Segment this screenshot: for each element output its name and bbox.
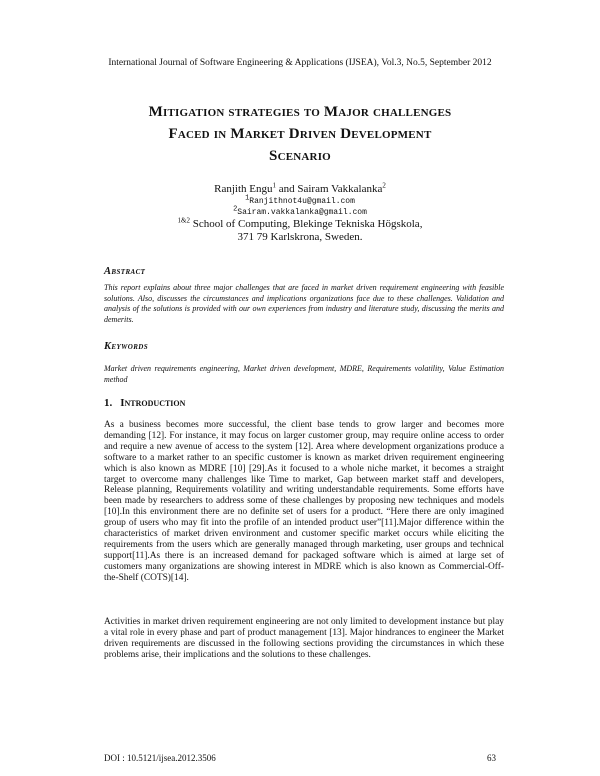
author-2-sup: 2 — [382, 181, 386, 190]
abstract-text: This report explains about three major challenges that are faced in market driven requirement engineering with feasible solutions. Also, discusses the circumstances and implications organizations face due to these challenges. Validation and analysis of the solutions is provided with our own experiences from industry and literature study, discussing the merits and demerits. — [104, 283, 504, 324]
author-2: Sairam Vakkalanka — [297, 183, 383, 195]
author-1-sup: 1 — [272, 181, 276, 190]
author-1: Ranjith Engu — [214, 183, 273, 195]
paper-title — [60, 101, 540, 167]
email-2-sup: 2 — [233, 205, 238, 214]
email-1-sup: 1 — [245, 194, 250, 203]
title-line-1: Mitigation strategies to Major challenges — [148, 104, 452, 120]
email-2[interactable]: Sairam.vakkalanka@gmail.com — [237, 208, 367, 217]
email-1-line — [0, 196, 600, 207]
author-names — [0, 183, 600, 196]
keywords-heading: Keywords — [104, 341, 149, 352]
author-connector: and — [275, 183, 298, 195]
introduction-heading — [104, 397, 185, 409]
title-line-2: Faced in Market Driven Development — [168, 126, 432, 142]
section-title: Introduction — [120, 397, 186, 409]
footer-doi: DOI : 10.5121/ijsea.2012.3506 — [104, 753, 216, 763]
email-2-line — [0, 207, 600, 218]
abstract-heading: Abstract — [104, 266, 146, 277]
intro-paragraph-2: Activities in market driven requirement engineering are not only limited to development instance but play a vital role in every phase and part of product management [13]. Major hindrances to engineer the Market driven requirements are discussed in the following sections providing the circumstances in which these problems arise, their implications and the solutions to these challenges. — [104, 617, 504, 660]
affiliation-sup: 1&2 — [177, 216, 190, 225]
page-number: 63 — [487, 753, 496, 763]
email-1[interactable]: Ranjithnot4u@gmail.com — [249, 197, 355, 206]
journal-header: International Journal of Software Engineering & Applications (IJSEA), Vol.3, No.5, September 2012 — [108, 58, 492, 68]
keywords-text: Market driven requirements engineering, Market driven development, MDRE, Requirements volatility, Value Estimation method — [104, 364, 504, 384]
title-line-3: Scenario — [269, 148, 331, 164]
affiliation-line — [0, 218, 600, 231]
section-number: 1. — [104, 397, 113, 409]
affiliation: School of Computing, Blekinge Tekniska Högskola, — [189, 218, 423, 230]
address-line: 371 79 Karlskrona, Sweden. — [237, 231, 363, 243]
intro-paragraph-1: As a business becomes more successful, the client base tends to grow larger and becomes more demanding [12]. For instance, it may focus on larger customer group, may require online access to order and require a new avenue of access to the system [12]. Area where development organizations produce a software to a market rather to an specific customer is known as market driven requirement engineering which is also known as MDRE [10] [29].As it focused to a whole niche market, it becomes a straight target to overcome many challenges like Time to market, Gap between market staff and developers, Release planning, Requirements volatility and writing understandable requirements. Some efforts have been made by researchers to address some of these challenges by proposing new techniques and models [10].In this environment there are no definite set of users for a product. “Here there are only imagined group of users who may fit into the profile of an intended product user”[11].Major difference within the characteristics of market driven environment and customer specific market occurs while eliciting the requirements from the users which are generally managed through marketing, user groups and technical support[11].As there is an increased demand for packaged software which is aimed at large set of customers many organizations are showing interest in MDRE which is also known as Commercial-Off-the-Shelf (COTS)[14]. — [104, 420, 504, 583]
author-block — [0, 183, 600, 244]
